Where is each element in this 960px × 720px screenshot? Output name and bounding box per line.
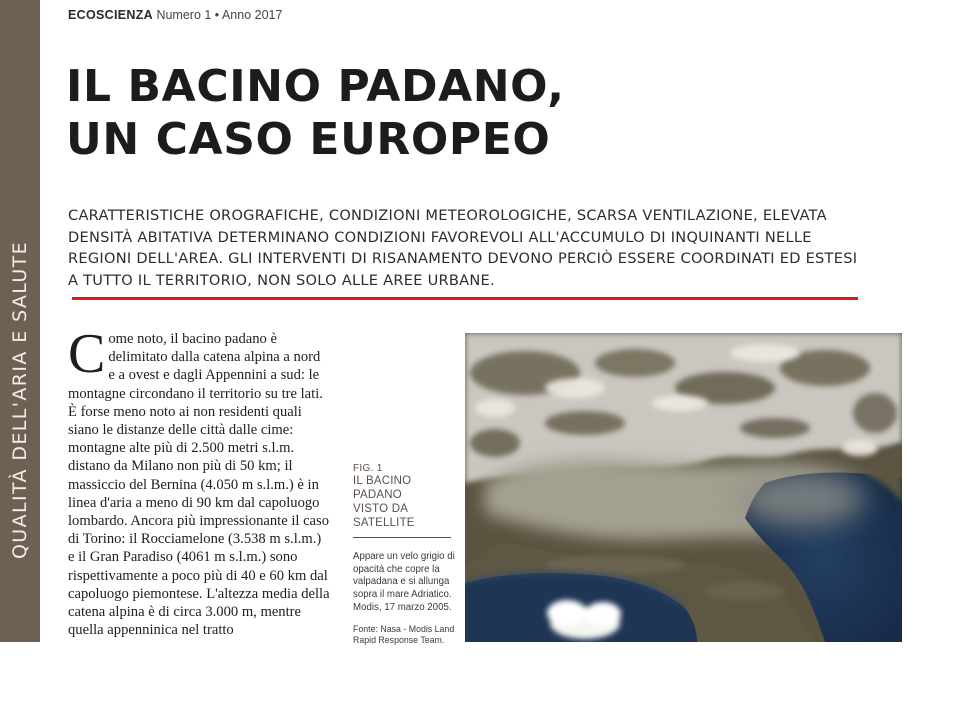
figure-title-line-1: IL BACINO PADANO	[353, 475, 412, 501]
running-header	[68, 8, 282, 22]
satellite-illustration	[465, 333, 902, 642]
body-paragraph: ome noto, il bacino padano è delimitato dalla catena alpina a nord e a ovest e dagli Appennini a sud: le montagne circondano il territorio su tre lati. È forse meno noto ai non residenti quali siano le distanze delle città dalle cime: montagne alte più di 2.500 metri s.l.m. distano da Milano non più di 50 km; il massiccio del Bernina (4.050 m s.l.m.) è in linea d'aria a meno di 90 km dal capoluogo lombardo. Ancora più impressionante il caso di Torino: il Rocciamelone (3.538 m s.l.m.) e il Gran Paradiso (4061 m s.l.m.) sono rispettivamente a poco più di 40 e 60 km dal capoluogo piemontese. L'altezza media della catena alpina è di circa 3.000 m, mentre quella appenninica nel tratto	[68, 331, 330, 639]
lead-divider	[72, 297, 858, 300]
figure-source: Fonte: Nasa - Modis Land Rapid Response Team.	[353, 623, 455, 646]
article-title	[66, 60, 565, 166]
section-sidebar	[0, 0, 40, 642]
magazine-name: ECOSCIENZA	[68, 8, 153, 22]
figure-title-line-2: VISTO DA SATELLITE	[353, 503, 415, 529]
body-text-column	[68, 330, 330, 656]
figure-caption	[353, 463, 458, 647]
issue-info: Numero 1 • Anno 2017	[156, 8, 283, 22]
figure-description: Appare un velo grigio di opacità che copre la valpadana e si allunga sopra il mare Adriatico. Modis, 17 marzo 2005.	[353, 551, 455, 613]
title-line-1: IL BACINO PADANO,	[66, 61, 565, 112]
satellite-image	[465, 333, 902, 642]
caption-divider	[353, 537, 451, 538]
section-label: QUALITÀ DELL'ARIA E SALUTE	[9, 240, 31, 560]
drop-cap: C	[68, 330, 106, 385]
article-lead: CARATTERISTICHE OROGRAFICHE, CONDIZIONI METEOROLOGICHE, SCARSA VENTILAZIONE, ELEVATA DENSITÀ ABITATIVA DETERMINANO CONDIZIONI FAVOREVOLI ALL'ACCUMULO DI INQUINANTI NELLE REGIONI DELL'AREA. GLI INTERVENTI DI RISANAMENTO DEVONO PERCIÒ ESSERE COORDINATI ED ESTESI A TUTTO IL TERRITORIO, NON SOLO ALLE AREE URBANE.	[68, 207, 858, 289]
figure-number: FIG. 1	[353, 463, 383, 474]
title-line-2: UN CASO EUROPEO	[66, 114, 551, 165]
